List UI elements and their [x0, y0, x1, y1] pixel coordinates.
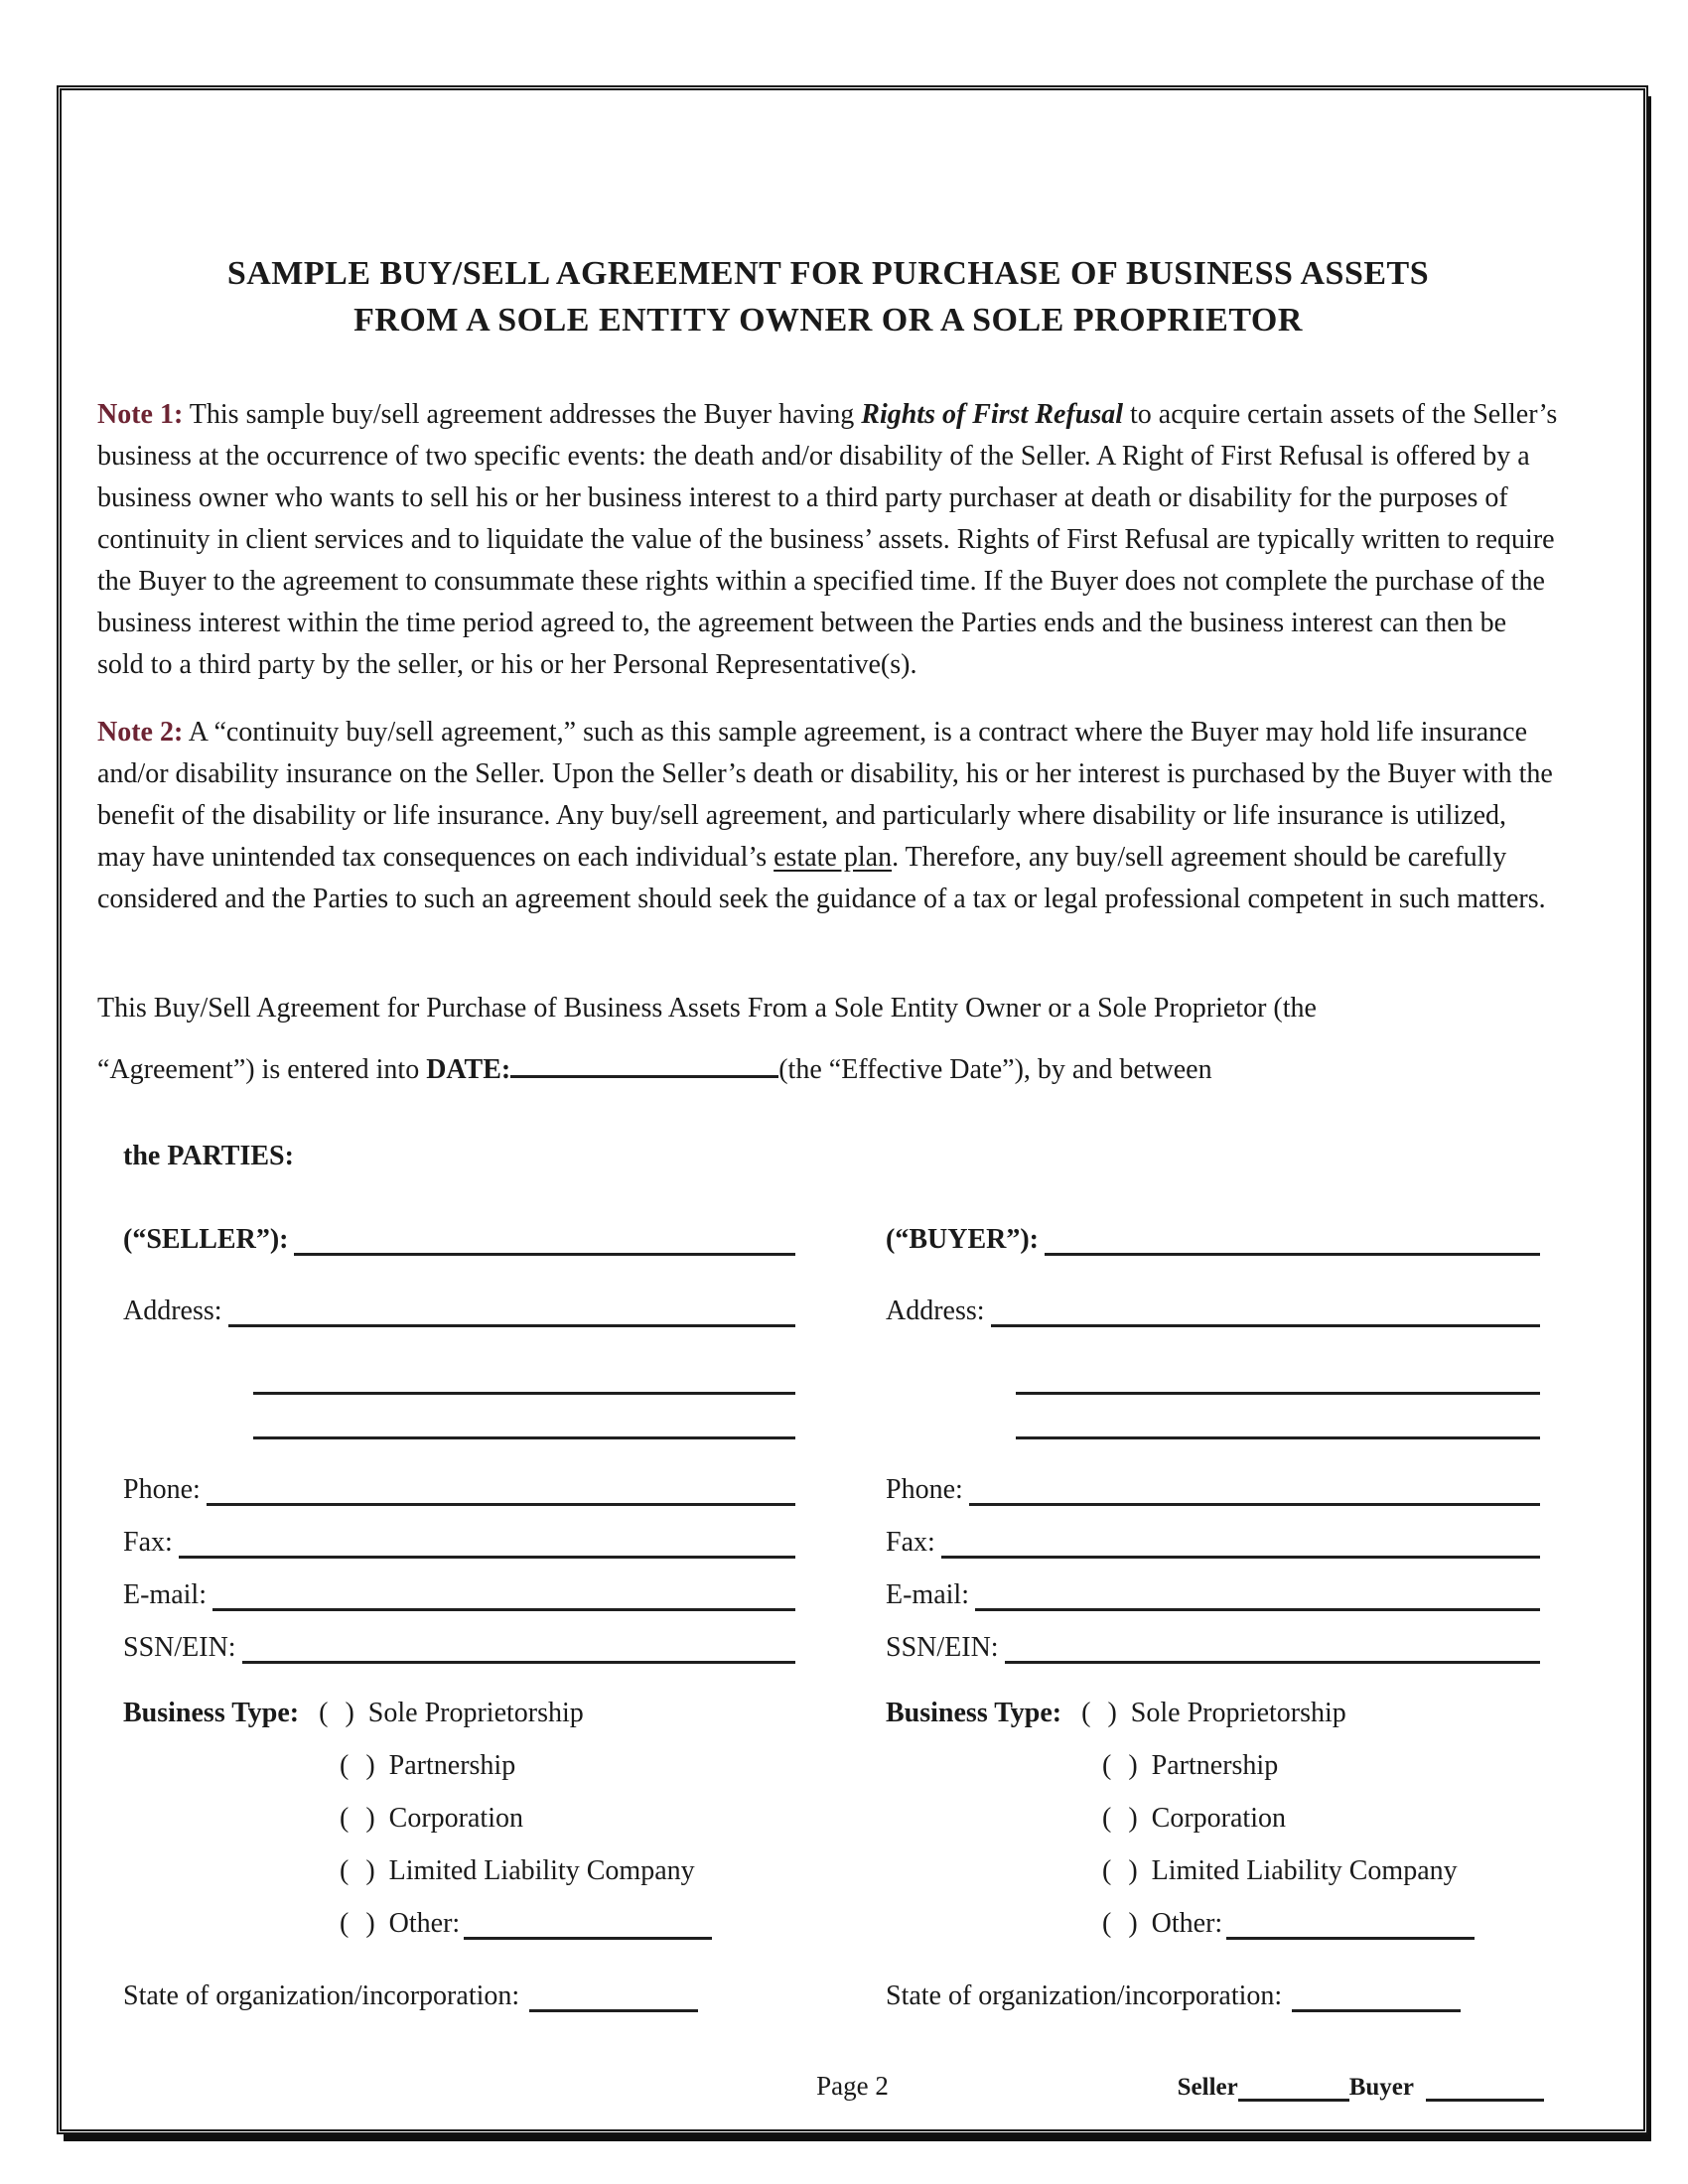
buyer-ssn-blank[interactable] [1005, 1661, 1540, 1664]
seller-ssn-blank[interactable] [242, 1661, 795, 1664]
seller-phone-row [123, 1472, 795, 1506]
page-content [62, 90, 1643, 2012]
note-1-paragraph [97, 394, 1559, 686]
buyer-llc-row [886, 1853, 1540, 1887]
seller-phone-blank[interactable] [207, 1503, 795, 1506]
buyer-corporation-row [886, 1801, 1540, 1835]
intro-line-2 [97, 1039, 1559, 1101]
buyer-checkbox-corporation[interactable]: ( ) [1102, 1802, 1138, 1834]
note-2-underlined-term: estate plan [774, 841, 893, 873]
buyer-fax-row [886, 1525, 1540, 1559]
buyer-initials-blank[interactable] [1426, 2099, 1544, 2102]
seller-checkbox-llc[interactable]: ( ) [340, 1854, 375, 1886]
buyer-other-row [886, 1906, 1540, 1940]
seller-initials-blank[interactable] [1238, 2099, 1349, 2102]
buyer-checkbox-sole-proprietorship[interactable]: ( ) [1081, 1697, 1117, 1728]
title-line-2: FROM A SOLE ENTITY OWNER OR A SOLE PROPRIETOR [353, 301, 1303, 339]
parties-form [123, 1222, 1559, 2012]
intro-line-2-text: “Agreement”) is entered into [97, 1053, 420, 1085]
buyer-option-corporation: Corporation [1151, 1802, 1286, 1834]
buyer-party-label: (“BUYER”): [886, 1223, 1039, 1255]
seller-checkbox-corporation[interactable]: ( ) [340, 1802, 375, 1834]
buyer-checkbox-other[interactable]: ( ) [1102, 1907, 1138, 1939]
buyer-fax-label: Fax: [886, 1526, 935, 1558]
initials-block [1178, 2074, 1544, 2102]
seller-corporation-row [123, 1801, 795, 1835]
buyer-phone-blank[interactable] [969, 1503, 1540, 1506]
seller-column [123, 1222, 795, 2012]
buyer-state-row [886, 1979, 1540, 2012]
seller-name-blank[interactable] [294, 1253, 795, 1256]
seller-llc-row [123, 1853, 795, 1887]
seller-fax-blank[interactable] [179, 1556, 795, 1559]
buyer-address-blank-2[interactable] [1016, 1392, 1540, 1395]
seller-email-row [123, 1577, 795, 1611]
seller-state-blank[interactable] [529, 2009, 698, 2012]
buyer-email-row [886, 1577, 1540, 1611]
seller-address-blank-2[interactable] [253, 1392, 795, 1395]
seller-address-row-3 [123, 1406, 795, 1439]
intro-line-1: This Buy/Sell Agreement for Purchase of Business Assets From a Sole Entity Owner or a Sole Proprietor (the [97, 992, 1317, 1024]
seller-business-type-label: Business Type: [123, 1697, 300, 1728]
buyer-checkbox-llc[interactable]: ( ) [1102, 1854, 1138, 1886]
buyer-partnership-row [886, 1748, 1540, 1782]
parties-heading: the PARTIES: [123, 1140, 294, 1171]
seller-address-row [123, 1294, 795, 1327]
seller-business-type-row [123, 1696, 795, 1729]
buyer-email-label: E-mail: [886, 1578, 969, 1610]
note-1-label: Note 1: [97, 398, 184, 430]
buyer-ssn-label: SSN/EIN: [886, 1631, 999, 1663]
seller-partnership-row [123, 1748, 795, 1782]
buyer-address-blank-1[interactable] [991, 1324, 1540, 1327]
seller-address-blank-1[interactable] [228, 1324, 795, 1327]
seller-email-blank[interactable] [212, 1608, 795, 1611]
buyer-address-row-3 [886, 1406, 1540, 1439]
date-label: DATE: [426, 1053, 511, 1085]
buyer-email-blank[interactable] [975, 1608, 1540, 1611]
seller-address-label: Address: [123, 1295, 222, 1326]
seller-address-blank-3[interactable] [253, 1436, 795, 1439]
buyer-business-type-row [886, 1696, 1540, 1729]
seller-name-row [123, 1222, 795, 1256]
note-2-paragraph [97, 712, 1559, 920]
buyer-other-blank[interactable] [1226, 1937, 1475, 1940]
buyer-option-llc: Limited Liability Company [1151, 1854, 1458, 1886]
buyer-phone-label: Phone: [886, 1473, 963, 1505]
note-1-emphasis: Rights of First Refusal [861, 398, 1124, 430]
page-footer [62, 2066, 1643, 2104]
seller-email-label: E-mail: [123, 1578, 207, 1610]
seller-initials-label: Seller [1177, 2074, 1238, 2101]
seller-option-llc: Limited Liability Company [388, 1854, 695, 1886]
seller-option-partnership: Partnership [388, 1749, 516, 1781]
note-2-label: Note 2: [97, 716, 184, 748]
note-2-text-after: . Therefore, any buy/sell agreement should be carefully considered and the Parties to such an agreement should seek the guidance of a tax or legal professional competent in such matters. [97, 841, 1546, 914]
seller-address-row-2 [123, 1361, 795, 1395]
seller-state-label: State of organization/incorporation: [123, 1979, 520, 2011]
buyer-name-blank[interactable] [1045, 1253, 1540, 1256]
seller-checkbox-sole-proprietorship[interactable]: ( ) [319, 1697, 354, 1728]
buyer-state-blank[interactable] [1292, 2009, 1461, 2012]
seller-option-sole-proprietorship: Sole Proprietorship [367, 1697, 584, 1728]
seller-ssn-row [123, 1630, 795, 1664]
document-title [97, 251, 1559, 344]
buyer-checkbox-partnership[interactable]: ( ) [1102, 1749, 1138, 1781]
seller-checkbox-partnership[interactable]: ( ) [340, 1749, 375, 1781]
seller-checkbox-other[interactable]: ( ) [340, 1907, 375, 1939]
buyer-address-row [886, 1294, 1540, 1327]
note-1-text-before: This sample buy/sell agreement addresses the Buyer having [189, 398, 855, 430]
buyer-address-row-2 [886, 1361, 1540, 1395]
seller-ssn-label: SSN/EIN: [123, 1631, 236, 1663]
buyer-other-label: Other: [1151, 1907, 1223, 1939]
seller-other-row [123, 1906, 795, 1940]
title-line-1: SAMPLE BUY/SELL AGREEMENT FOR PURCHASE OF BUSINESS ASSETS [226, 255, 1430, 292]
page-number: Page 2 [816, 2071, 889, 2101]
effective-date-blank[interactable] [510, 1075, 778, 1078]
buyer-option-sole-proprietorship: Sole Proprietorship [1130, 1697, 1346, 1728]
seller-other-blank[interactable] [464, 1937, 712, 1940]
seller-option-corporation: Corporation [388, 1802, 523, 1834]
page-border-frame [57, 85, 1648, 2134]
seller-phone-label: Phone: [123, 1473, 201, 1505]
intro-line-2-after: (the “Effective Date”), by and between [778, 1053, 1212, 1085]
seller-party-label: (“SELLER”): [123, 1223, 289, 1255]
buyer-fax-blank[interactable] [941, 1556, 1540, 1559]
buyer-state-label: State of organization/incorporation: [886, 1979, 1283, 2011]
seller-fax-label: Fax: [123, 1526, 173, 1558]
buyer-initials-label: Buyer [1348, 2074, 1414, 2101]
buyer-phone-row [886, 1472, 1540, 1506]
buyer-option-partnership: Partnership [1151, 1749, 1279, 1781]
note-1-text-after: to acquire certain assets of the Seller’s business at the occurrence of two specific events: the death and/or disability of the Seller. A Right of First Refusal is offered by a business owner who wants to sell his or her business interest to a third party purchaser at death or disability for the purposes of continuity in client services and to liquidate the value of the business’ assets. Rights of First Refusal are typically written to require the Buyer to the agreement to consummate these rights within a specified time. If the Buyer does not complete the purchase of the business interest within the time period agreed to, the agreement between the Parties ends and the business interest can then be sold to a third party by the seller, or his or her Personal Representative(s). [97, 398, 1558, 680]
note-2-text-before: A “continuity buy/sell agreement,” such as this sample agreement, is a contract where the Buyer may hold life insurance and/or disability insurance on the Seller. Upon the Seller’s death or disability, his or her interest is purchased by the Buyer with the benefit of the disability or life insurance. Any buy/sell agreement, and particularly where disability or life insurance is utilized, may have unintended tax consequences on each individual’s [97, 716, 1553, 873]
buyer-address-blank-3[interactable] [1016, 1436, 1540, 1439]
buyer-address-label: Address: [886, 1295, 985, 1326]
seller-state-row [123, 1979, 795, 2012]
buyer-ssn-row [886, 1630, 1540, 1664]
seller-fax-row [123, 1525, 795, 1559]
buyer-name-row [886, 1222, 1540, 1256]
seller-other-label: Other: [388, 1907, 461, 1939]
buyer-column [886, 1222, 1540, 2012]
intro-paragraph [97, 978, 1559, 1101]
buyer-business-type-label: Business Type: [886, 1697, 1062, 1728]
